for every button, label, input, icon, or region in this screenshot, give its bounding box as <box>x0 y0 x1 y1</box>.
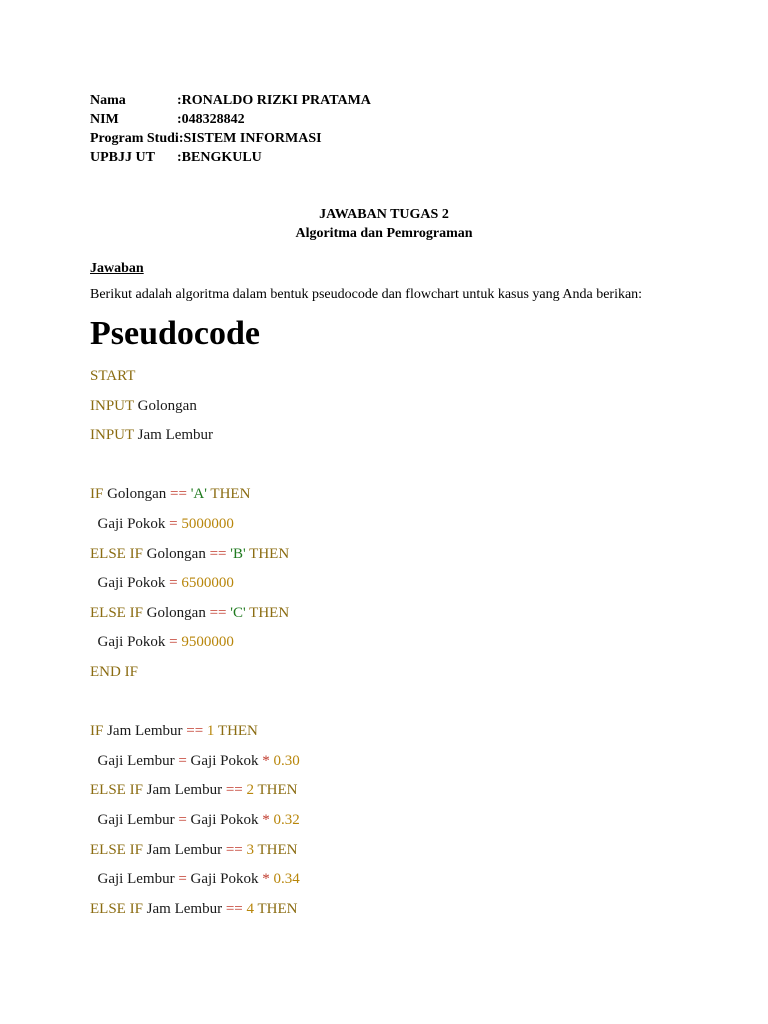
code-token: Jam Lembur <box>142 841 226 858</box>
code-token: THEN <box>245 604 290 621</box>
code-token: Jam Lembur <box>103 723 187 740</box>
code-token: == <box>186 723 204 740</box>
code-token: 2 <box>242 782 254 799</box>
code-line <box>90 869 300 889</box>
code-token: INPUT <box>90 397 134 414</box>
code-token: Jam Lembur <box>133 427 214 444</box>
student-info-row <box>90 129 371 148</box>
code-token: Gaji Pokok <box>90 634 170 651</box>
student-info-value: :RONALDO RIZKI PRATAMA <box>177 93 371 108</box>
student-info-label: Program Studi <box>90 131 179 146</box>
code-token: Gaji Pokok <box>186 752 263 769</box>
code-line <box>90 662 138 682</box>
code-line <box>90 899 297 919</box>
assignment-heading <box>0 205 768 243</box>
code-token: = <box>169 634 178 651</box>
code-line <box>90 514 234 534</box>
code-line <box>90 810 300 830</box>
code-token: Jam Lembur <box>142 900 226 917</box>
code-token: == <box>225 841 243 858</box>
code-token: 6500000 <box>177 575 234 592</box>
student-info-value: :SISTEM INFORMASI <box>178 131 322 146</box>
assignment-subtitle: Algoritma dan Pemrograman <box>295 226 473 241</box>
code-token: * <box>262 752 270 769</box>
code-token: THEN <box>254 841 298 858</box>
code-line <box>90 484 250 504</box>
code-token: IF <box>90 486 104 503</box>
code-token: Gaji Lembur <box>90 871 179 888</box>
code-line <box>90 573 234 593</box>
code-token: 3 <box>242 841 254 858</box>
code-token: == <box>209 604 227 621</box>
code-token: 5000000 <box>177 516 234 532</box>
student-info-label: UPBJJ UT <box>90 150 155 165</box>
code-token: 9500000 <box>177 634 234 651</box>
code-token: 0.34 <box>269 871 300 888</box>
code-line <box>90 632 234 652</box>
code-token: THEN <box>206 486 251 503</box>
code-token: = <box>178 871 187 888</box>
code-token: Golongan <box>133 397 197 414</box>
code-token: 'C' <box>230 604 246 621</box>
code-token: Gaji Pokok <box>186 812 263 828</box>
code-token: Gaji Lembur <box>90 752 179 769</box>
code-token: THEN <box>254 900 298 917</box>
code-token: ELSE IF <box>90 604 143 621</box>
code-line <box>90 544 289 564</box>
code-line <box>90 840 297 860</box>
code-token: = <box>178 812 187 828</box>
code-token: 4 <box>242 900 254 917</box>
code-token: THEN <box>254 782 298 799</box>
code-token: == <box>225 900 243 917</box>
student-info-row <box>90 91 371 110</box>
code-token: == <box>225 782 243 799</box>
student-info-value: :048328842 <box>177 112 245 127</box>
code-line <box>90 366 135 386</box>
code-token: == <box>170 486 187 503</box>
code-token: THEN <box>214 723 258 740</box>
code-token: IF <box>90 723 104 740</box>
code-line <box>90 603 289 623</box>
pseudocode-heading: Pseudocode <box>90 315 260 352</box>
code-token: Jam Lembur <box>142 782 226 799</box>
code-token: 'B' <box>230 545 246 562</box>
code-token: Gaji Pokok <box>186 871 263 888</box>
code-token: ELSE IF <box>90 545 143 562</box>
student-info-row <box>90 148 371 167</box>
code-token: = <box>169 516 178 532</box>
code-token: Golongan <box>103 486 171 503</box>
code-token: * <box>262 812 270 828</box>
code-token: 0.30 <box>269 752 300 769</box>
code-token: INPUT <box>90 427 134 444</box>
assignment-title: JAWABAN TUGAS 2 <box>319 207 449 222</box>
student-info <box>90 91 371 167</box>
code-token: Golongan <box>142 545 210 562</box>
code-token: ELSE IF <box>90 900 143 917</box>
answer-label: Jawaban <box>90 261 144 276</box>
code-token: ELSE IF <box>90 782 143 799</box>
code-token: = <box>178 752 187 769</box>
code-line <box>90 721 258 741</box>
code-token: = <box>169 575 178 592</box>
student-info-value: :BENGKULU <box>177 150 262 165</box>
code-token: 1 <box>203 723 215 740</box>
code-token: ELSE IF <box>90 841 143 858</box>
code-token: Gaji Pokok <box>90 575 170 592</box>
student-info-row <box>90 110 371 129</box>
code-token: * <box>262 871 270 888</box>
code-line <box>90 751 300 771</box>
code-token: END IF <box>90 664 138 680</box>
code-token: THEN <box>245 545 290 562</box>
code-token: START <box>90 368 136 384</box>
code-token: Gaji Pokok <box>90 516 170 532</box>
student-info-label: NIM <box>90 112 119 127</box>
student-info-label: Nama <box>90 93 126 108</box>
code-line <box>90 425 213 445</box>
code-line <box>90 780 297 800</box>
code-token: Golongan <box>142 604 210 621</box>
intro-paragraph: Berikut adalah algoritma dalam bentuk pseudocode dan flowchart untuk kasus yang Anda berikan: <box>90 287 643 302</box>
code-line <box>90 396 197 416</box>
code-token: Gaji Lembur <box>90 812 179 828</box>
code-token: == <box>209 545 227 562</box>
code-token: 0.32 <box>269 812 300 828</box>
code-token: 'A' <box>190 486 207 503</box>
